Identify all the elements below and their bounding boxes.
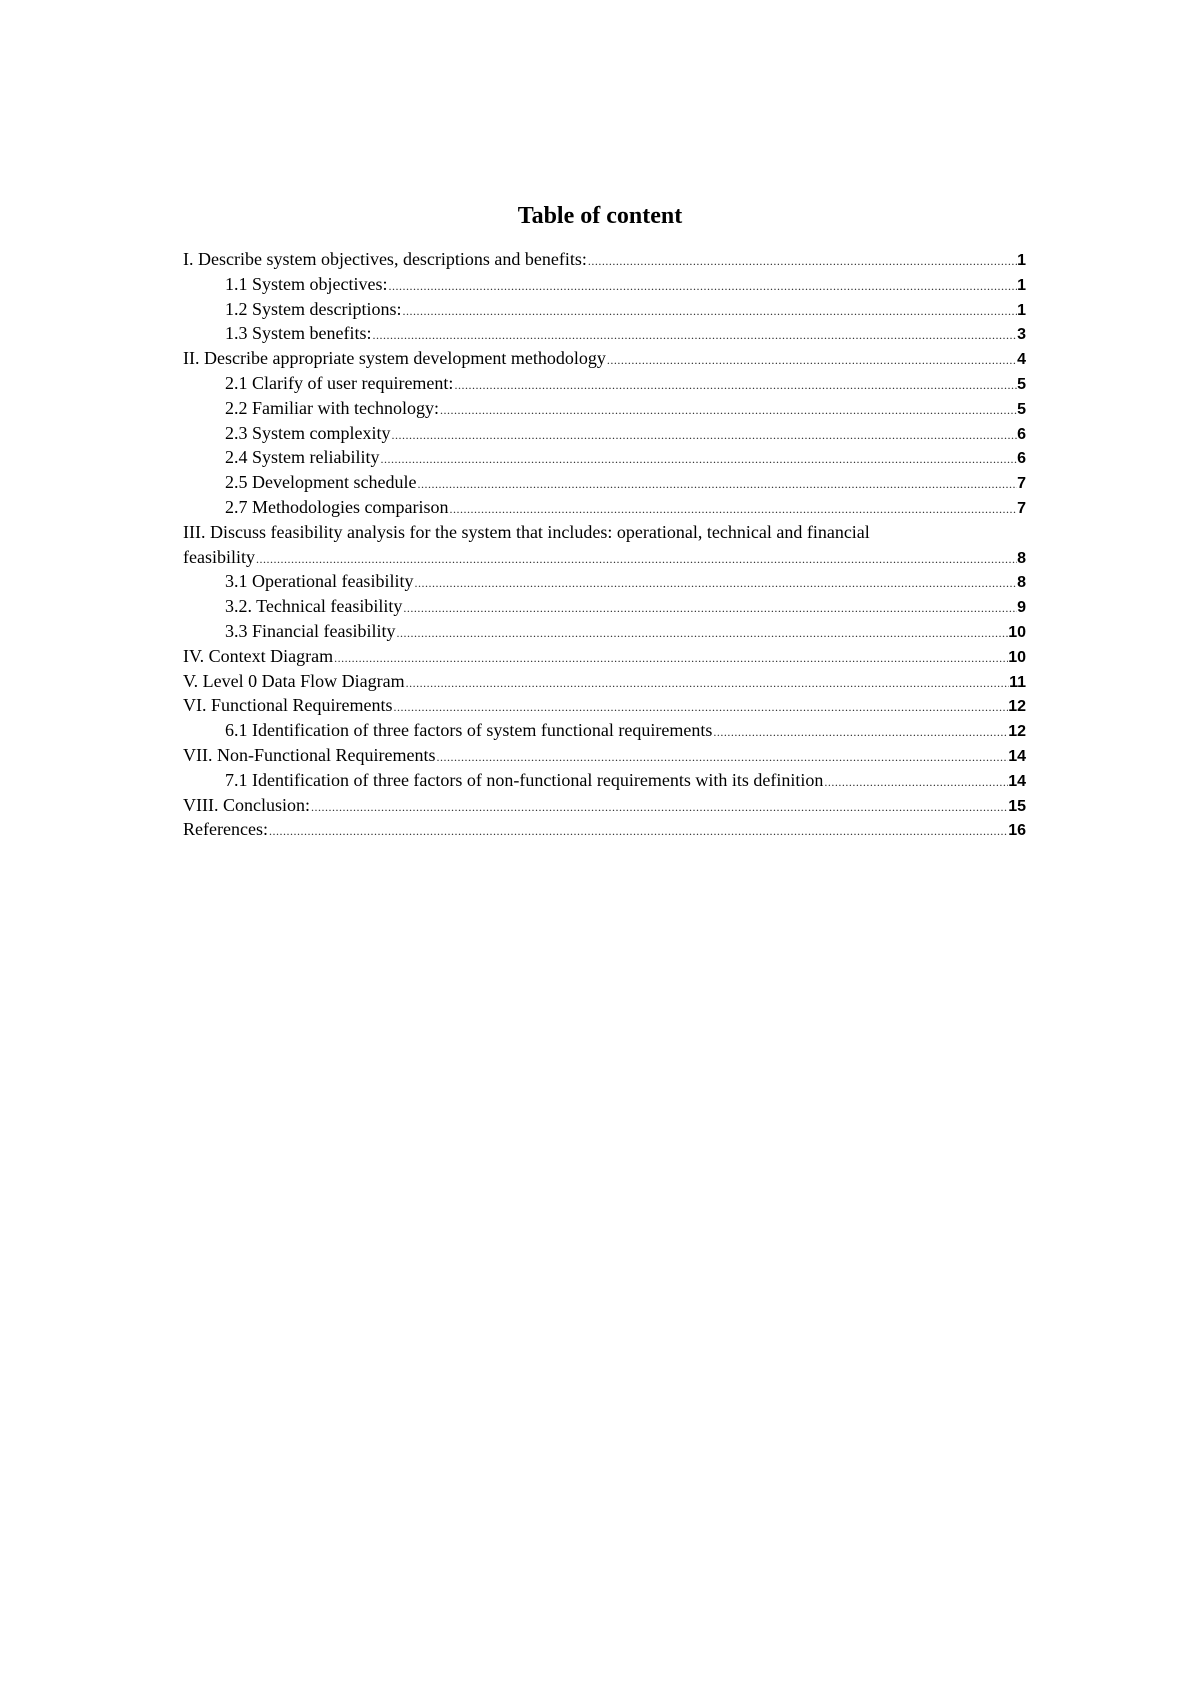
dot-leader: [435, 745, 1008, 768]
toc-entry-text: 2.7 Methodologies comparison: [225, 496, 449, 517]
toc-entry[interactable]: [183, 793, 1026, 818]
dot-leader: [405, 671, 1009, 694]
dot-leader: [372, 323, 1018, 346]
toc-page-number: 12: [1008, 723, 1026, 741]
toc-entry-text: 3.2. Technical feasibility: [225, 596, 403, 617]
toc-entry-text: 1.1 System objectives:: [225, 273, 388, 294]
toc-page-number: 14: [1008, 747, 1026, 765]
dot-leader: [402, 596, 1017, 619]
toc-entry-text: 3.3 Financial feasibility: [225, 620, 396, 641]
dot-leader: [333, 646, 1008, 669]
dot-leader: [391, 423, 1018, 446]
dot-leader: [606, 348, 1017, 371]
toc-entry-text: II. Describe appropriate system development methodology: [183, 348, 606, 369]
dot-leader: [255, 547, 1017, 570]
toc-entry[interactable]: [183, 346, 1026, 371]
toc-page-number: 16: [1008, 822, 1026, 840]
toc-page-number: 9: [1017, 599, 1026, 617]
toc-page-number: 6: [1017, 450, 1026, 468]
toc-entry-text: III. Discuss feasibility analysis for the system that includes: operational, technical and financial: [183, 521, 870, 542]
toc-entry-text: 2.2 Familiar with technology:: [225, 397, 439, 418]
dot-leader: [587, 249, 1017, 272]
toc-page-number: 5: [1017, 375, 1026, 393]
toc-entry[interactable]: [183, 445, 1026, 470]
toc-entry-text: V. Level 0 Data Flow Diagram: [183, 670, 405, 691]
dot-leader: [310, 795, 1008, 818]
toc-entry[interactable]: [183, 470, 1026, 495]
toc-entry-text: 6.1 Identification of three factors of system functional requirements: [225, 720, 713, 741]
toc-page-number: 8: [1017, 549, 1026, 567]
toc-entry-text: VIII. Conclusion:: [183, 794, 310, 815]
toc-entry-text: 2.1 Clarify of user requirement:: [225, 372, 454, 393]
dot-leader: [439, 398, 1017, 421]
toc-page-number: 1: [1017, 301, 1026, 319]
toc-entry-text: References:: [183, 819, 268, 840]
toc-entry[interactable]: [183, 569, 1026, 594]
table-of-contents: [183, 247, 1026, 842]
toc-page-number: 8: [1017, 574, 1026, 592]
toc-page-number: 1: [1017, 276, 1026, 294]
toc-page-number: 10: [1008, 623, 1026, 641]
toc-entry[interactable]: [183, 619, 1026, 644]
toc-entry[interactable]: [183, 321, 1026, 346]
toc-entry[interactable]: [183, 693, 1026, 718]
dot-leader: [712, 720, 1008, 743]
toc-entry-text: 2.4 System reliability: [225, 447, 380, 468]
toc-page-number: 4: [1017, 351, 1026, 369]
toc-page-number: 14: [1008, 772, 1026, 790]
dot-leader: [448, 497, 1017, 520]
toc-page-number: 10: [1008, 648, 1026, 666]
toc-entry[interactable]: [183, 817, 1026, 842]
toc-entry[interactable]: [183, 718, 1026, 743]
dot-leader: [268, 819, 1008, 842]
toc-page-number: 5: [1017, 400, 1026, 418]
toc-entry[interactable]: [183, 272, 1026, 297]
toc-page-number: 7: [1017, 475, 1026, 493]
toc-entry[interactable]: [183, 669, 1026, 694]
toc-entry-text: IV. Context Diagram: [183, 645, 334, 666]
toc-entry[interactable]: [183, 768, 1026, 793]
toc-entry[interactable]: [183, 520, 1026, 570]
toc-entry[interactable]: [183, 297, 1026, 322]
page-title: Table of content: [517, 203, 683, 229]
dot-leader: [413, 571, 1017, 594]
toc-page-number: 12: [1008, 698, 1026, 716]
toc-entry-text: I. Describe system objectives, descriptions and benefits:: [183, 249, 587, 269]
dot-leader: [395, 621, 1008, 644]
toc-entry[interactable]: [183, 421, 1026, 446]
toc-entry-text: VI. Functional Requirements: [183, 695, 393, 716]
dot-leader: [402, 299, 1018, 322]
dot-leader: [392, 695, 1008, 718]
toc-page-number: 15: [1008, 797, 1026, 815]
toc-entry-text-continued: feasibility: [183, 546, 255, 567]
toc-page-number: 7: [1017, 499, 1026, 517]
toc-entry[interactable]: [183, 743, 1026, 768]
toc-entry[interactable]: [183, 247, 1026, 272]
toc-entry-text: 1.3 System benefits:: [225, 323, 372, 344]
toc-page-number: 1: [1017, 252, 1026, 269]
toc-page-number: 3: [1017, 326, 1026, 344]
toc-page-number: 11: [1009, 673, 1026, 691]
toc-entry[interactable]: [183, 371, 1026, 396]
dot-leader: [387, 274, 1017, 297]
toc-page-number: 6: [1017, 425, 1026, 443]
dot-leader: [453, 373, 1017, 396]
dot-leader: [823, 770, 1008, 793]
dot-leader: [380, 447, 1018, 470]
toc-entry-text: 3.1 Operational feasibility: [225, 571, 414, 592]
toc-entry-text: 2.3 System complexity: [225, 422, 391, 443]
toc-entry[interactable]: [183, 495, 1026, 520]
toc-entry-text: 2.5 Development schedule: [225, 472, 417, 493]
toc-entry-text: 1.2 System descriptions:: [225, 298, 402, 319]
toc-entry-text: VII. Non-Functional Requirements: [183, 744, 436, 765]
dot-leader: [416, 472, 1017, 495]
toc-entry[interactable]: [183, 396, 1026, 421]
toc-entry[interactable]: [183, 644, 1026, 669]
toc-entry[interactable]: [183, 594, 1026, 619]
toc-entry-text: 7.1 Identification of three factors of non-functional requirements with its definition: [225, 769, 824, 790]
